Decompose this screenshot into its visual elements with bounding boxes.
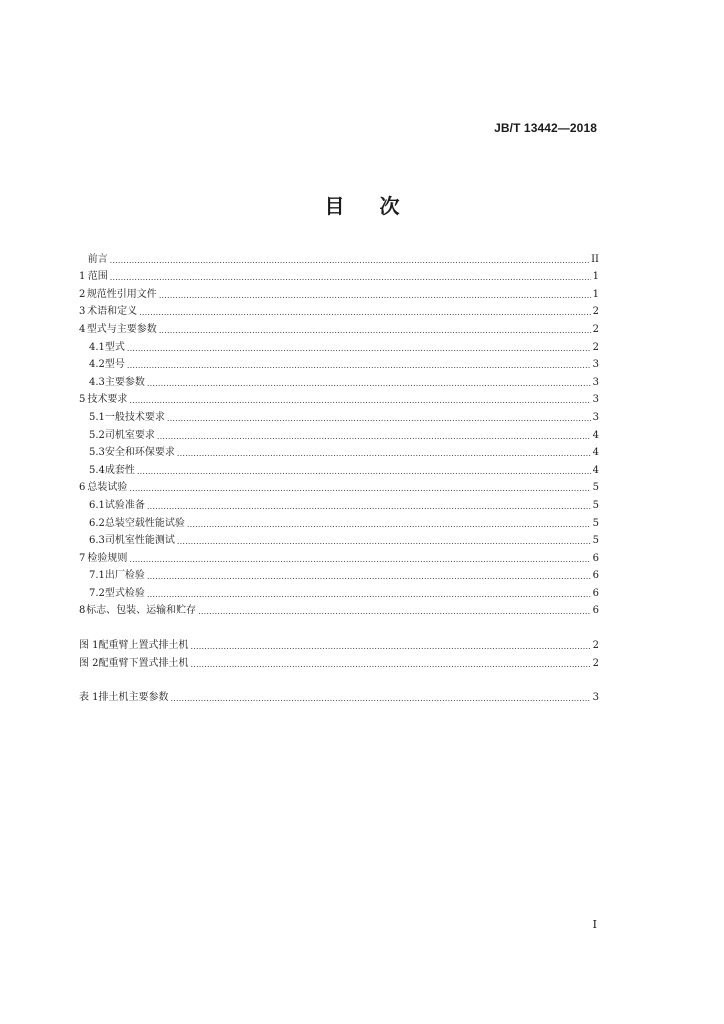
toc-entry-page: 6 <box>592 570 599 582</box>
toc-entry-number: 1 <box>79 271 86 283</box>
toc-entry-number: 6 <box>79 482 86 494</box>
toc-entry-page: 2 <box>592 306 599 318</box>
toc-entry-number: 图 1 <box>79 640 99 652</box>
toc-entry-number: 图 2 <box>79 657 99 669</box>
toc-entry-label: 成套性 <box>104 464 135 476</box>
page-title: 目 次 <box>324 194 400 218</box>
toc-entry-number: 6.3 <box>89 535 105 547</box>
toc-entry-label: 总装空载性能试验 <box>104 517 185 529</box>
toc-leader-dots <box>177 537 591 547</box>
toc-entry-page: 2 <box>592 640 599 652</box>
toc-entry[interactable] <box>79 512 599 530</box>
toc-entry[interactable] <box>79 248 599 266</box>
toc-entry-label: 主要参数 <box>104 376 145 388</box>
toc-leader-dots <box>171 694 591 704</box>
toc-entry-label: 范围 <box>87 271 108 283</box>
toc-entry-page: 6 <box>592 552 599 564</box>
toc-entry-label: 型式 <box>104 341 125 353</box>
toc-entry-page: 3 <box>592 692 599 704</box>
toc-entry-number: 5.1 <box>89 411 105 423</box>
toc-entry-label: 排土机主要参数 <box>98 692 169 704</box>
toc-leader-dots <box>147 590 591 600</box>
toc-leader-dots <box>157 432 591 442</box>
toc-entry-label: 试验准备 <box>104 499 145 511</box>
toc-entry-number: 4.1 <box>89 341 105 353</box>
toc-entry[interactable] <box>79 652 599 670</box>
toc-entry-page: 3 <box>592 359 599 371</box>
toc-entry-number: 6.2 <box>89 517 105 529</box>
toc-leader-dots <box>127 344 591 354</box>
toc-entry-page: 5 <box>592 517 599 529</box>
toc-entry-number: 4 <box>79 323 86 335</box>
toc-leader-dots <box>191 642 591 652</box>
toc-entry-number: 5.3 <box>89 447 105 459</box>
toc-leader-dots <box>127 361 591 371</box>
toc-entry[interactable] <box>79 389 599 407</box>
toc-leader-dots <box>159 326 591 336</box>
toc-entry-page: 6 <box>592 587 599 599</box>
toc-entry[interactable] <box>79 318 599 336</box>
toc-leader-dots <box>147 502 591 512</box>
toc-leader-dots <box>198 607 591 617</box>
toc-leader-dots <box>147 379 591 389</box>
toc-entry-page: 6 <box>592 605 599 617</box>
toc-entry-label: 配重臂上置式排土机 <box>98 640 189 652</box>
toc-entry-label: 型式检验 <box>104 587 145 599</box>
toc-leader-dots <box>147 572 591 582</box>
toc-entry[interactable] <box>79 266 599 284</box>
toc-entry[interactable] <box>79 634 599 652</box>
toc-entry-label: 技术要求 <box>87 394 128 406</box>
toc-entry[interactable] <box>79 600 599 618</box>
toc-gap <box>79 670 599 687</box>
toc-entry-label: 出厂检验 <box>104 570 145 582</box>
toc-main-entries <box>79 248 599 617</box>
toc-entry[interactable] <box>79 565 599 583</box>
toc-entry-label: 前言 <box>87 253 108 265</box>
toc-leader-dots <box>177 449 591 459</box>
toc-entry-page: 4 <box>592 464 599 476</box>
toc-entry-number: 3 <box>79 306 86 318</box>
toc-leader-dots <box>129 555 590 565</box>
toc-entry-number: 4.3 <box>89 376 105 388</box>
toc-entry[interactable] <box>79 530 599 548</box>
toc-entry-label: 术语和定义 <box>87 306 138 318</box>
toc-entry-page: 4 <box>592 429 599 441</box>
toc-entry-page: 5 <box>592 499 599 511</box>
toc-entry-label: 司机室要求 <box>104 429 155 441</box>
toc-entry-number: 5 <box>79 394 86 406</box>
toc-leader-dots <box>110 256 589 266</box>
table-of-contents <box>79 248 599 704</box>
toc-entry-page: 3 <box>592 376 599 388</box>
toc-entry-label: 总装试验 <box>87 482 128 494</box>
toc-entry-page: 2 <box>592 341 599 353</box>
toc-entry-page: 5 <box>592 482 599 494</box>
toc-entry-label: 型式与主要参数 <box>86 323 157 335</box>
toc-entry[interactable] <box>79 582 599 600</box>
toc-entry-number: 5.2 <box>89 429 105 441</box>
toc-entry-page: 5 <box>592 535 599 547</box>
toc-entry-label: 安全和环保要求 <box>104 447 175 459</box>
toc-entry-number: 表 1 <box>79 692 99 704</box>
toc-entry-label: 标志、包装、运输和贮存 <box>86 605 197 617</box>
toc-entry-label: 司机室性能测试 <box>104 535 175 547</box>
toc-entry[interactable] <box>79 687 599 705</box>
toc-entry-page: 2 <box>592 323 599 335</box>
toc-entry-label: 规范性引用文件 <box>86 288 157 300</box>
toc-entry-number: 4.2 <box>89 359 105 371</box>
toc-leader-dots <box>110 273 591 283</box>
toc-entry[interactable] <box>79 371 599 389</box>
toc-entry-label: 型号 <box>104 359 125 371</box>
toc-entry-label: 一般技术要求 <box>104 411 165 423</box>
toc-entry-number: 5.4 <box>89 464 105 476</box>
toc-figure-entries <box>79 634 599 669</box>
toc-entry[interactable] <box>79 354 599 372</box>
toc-leader-dots <box>129 396 590 406</box>
toc-entry[interactable] <box>79 442 599 460</box>
toc-leader-dots <box>187 520 591 530</box>
toc-entry-label: 配重臂下置式排土机 <box>98 657 189 669</box>
toc-entry-page: II <box>591 253 599 265</box>
toc-leader-dots <box>159 291 591 301</box>
toc-entry-page: 1 <box>592 271 599 283</box>
toc-entry-page: 3 <box>592 411 599 423</box>
toc-entry-page: 1 <box>592 288 599 300</box>
toc-leader-dots <box>129 484 590 494</box>
toc-entry-number: 6.1 <box>89 499 105 511</box>
toc-entry[interactable] <box>79 477 599 495</box>
toc-leader-dots <box>139 308 590 318</box>
toc-entry[interactable] <box>79 336 599 354</box>
toc-gap <box>79 617 599 634</box>
toc-entry[interactable] <box>79 301 599 319</box>
toc-entry[interactable] <box>79 424 599 442</box>
toc-entry-page: 3 <box>592 394 599 406</box>
toc-entry[interactable] <box>79 547 599 565</box>
toc-entry-page: 2 <box>592 657 599 669</box>
toc-entry-page: 4 <box>592 447 599 459</box>
page-number: I <box>592 918 597 931</box>
toc-entry-number: 2 <box>79 288 86 300</box>
toc-entry-label: 检验规则 <box>87 552 128 564</box>
toc-table-entries <box>79 687 599 705</box>
toc-leader-dots <box>167 414 591 424</box>
toc-leader-dots <box>191 660 591 670</box>
toc-entry-number: 7.2 <box>89 587 105 599</box>
toc-entry-number: 8 <box>79 605 86 617</box>
toc-leader-dots <box>137 467 591 477</box>
toc-entry[interactable] <box>79 494 599 512</box>
toc-entry-number: 7 <box>79 552 86 564</box>
toc-entry[interactable] <box>79 406 599 424</box>
toc-entry-number: 7.1 <box>89 570 105 582</box>
standard-code: JB/T 13442—2018 <box>494 121 597 135</box>
toc-entry[interactable] <box>79 283 599 301</box>
toc-entry[interactable] <box>79 459 599 477</box>
